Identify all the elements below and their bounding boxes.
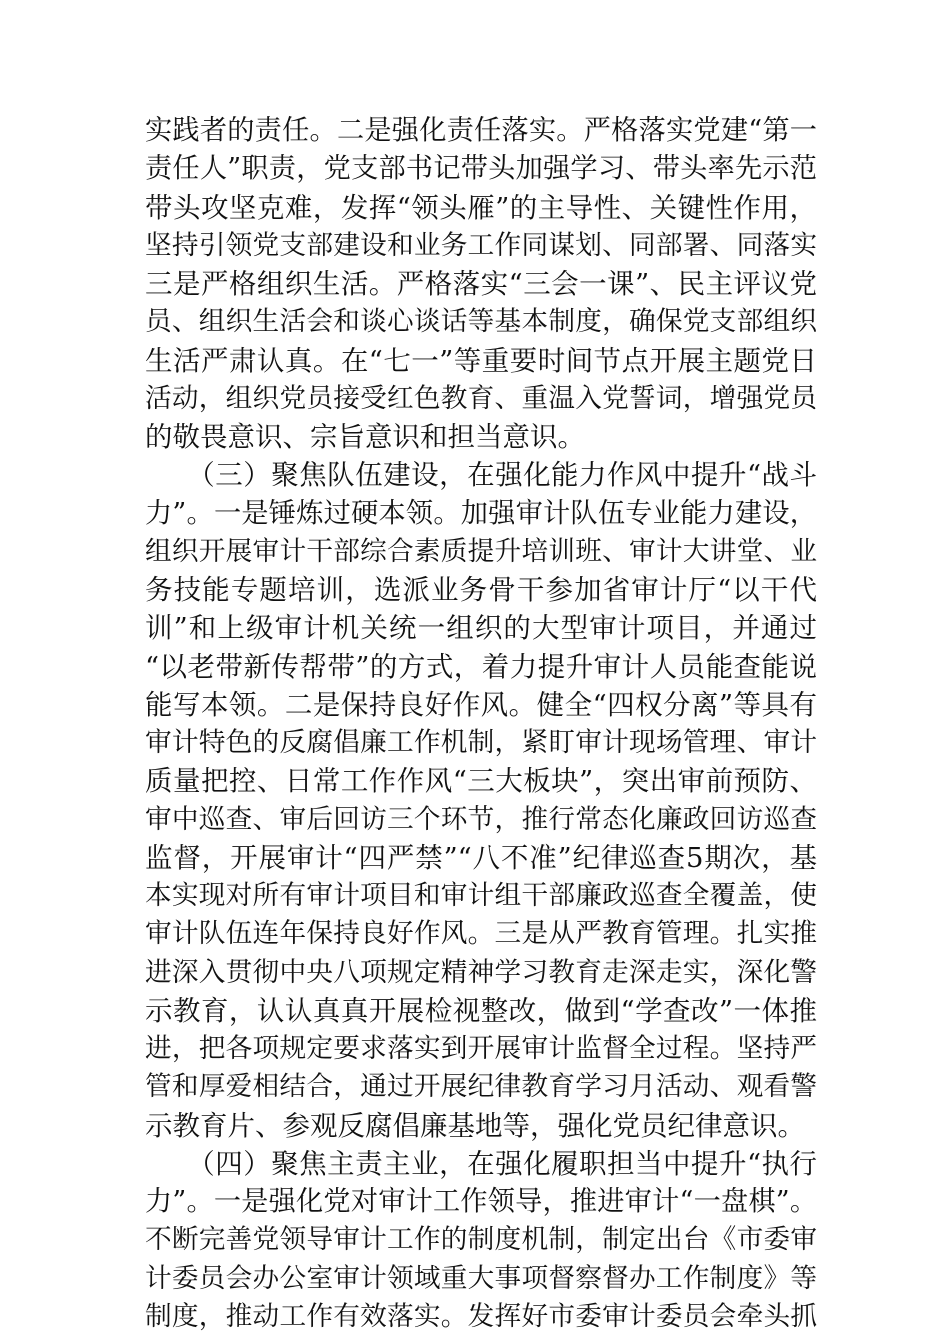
text-line: 实践者的责任。二是强化责任落实。严格落实党建“第一 [145, 115, 817, 146]
text-line: 务技能专题培训，选派业务骨干参加省审计厅“以干代 [145, 574, 817, 606]
text-line: 力”。一是锤炼过硬本领。加强审计队伍专业能力建设， [145, 497, 817, 529]
text-line: （三）聚焦队伍建设，在强化能力作风中提升“战斗 [145, 459, 817, 492]
text-line: 三是严格组织生活。严格落实“三会一课”、民主评议党 [145, 268, 817, 300]
text-line: 进，把各项规定要求落实到开展审计监督全过程。坚持严 [145, 1033, 817, 1064]
text-line: 能写本领。二是保持良好作风。健全“四权分离”等具有 [145, 688, 817, 721]
text-line: 质量把控、日常工作作风“三大板块”，突出审前预防、 [145, 765, 817, 798]
text-line: （四）聚焦主责主业，在强化履职担当中提升“执行 [145, 1147, 817, 1180]
text-line: 监督，开展审计“四严禁”“八不准”纪律巡查5期次，基 [145, 841, 817, 874]
text-line: 示教育片、参观反腐倡廉基地等，强化党员纪律意识。 [145, 1109, 805, 1142]
text-line: 员、组织生活会和谈心谈话等基本制度，确保党支部组织 [145, 306, 817, 338]
text-line: 活动，组织党员接受红色教育、重温入党誓词，增强党员 [145, 382, 817, 414]
text-line: 训”和上级审计机关统一组织的大型审计项目，并通过 [145, 612, 817, 645]
text-line: 制度，推动工作有效落实。发挥好市委审计委员会牵头抓 [145, 1300, 817, 1332]
text-line: 带头攻坚克难，发挥“领头雁”的主导性、关键性作用， [145, 191, 817, 224]
text-line: 不断完善党领导审计工作的制度机制，制定出台《市委审 [145, 1224, 817, 1256]
text-line: 管和厚爱相结合，通过开展纪律教育学习月活动、观看警 [145, 1071, 817, 1103]
text-line: 审计队伍连年保持良好作风。三是从严教育管理。扎实推 [145, 918, 817, 950]
text-line: 生活严肃认真。在“七一”等重要时间节点开展主题党日 [145, 344, 817, 377]
text-line: 组织开展审计干部综合素质提升培训班、审计大讲堂、业 [145, 535, 817, 567]
text-line: 审中巡查、审后回访三个环节，推行常态化廉政回访巡查 [145, 803, 817, 835]
text-line: 审计特色的反腐倡廉工作机制，紧盯审计现场管理、审计 [145, 727, 817, 758]
text-line: 坚持引领党支部建设和业务工作同谋划、同部署、同落实 [145, 229, 817, 261]
text-line: 的敬畏意识、宗旨意识和担当意识。 [145, 421, 585, 453]
text-line: 进深入贯彻中央八项规定精神学习教育走深走实，深化警 [145, 956, 817, 988]
text-line: 本实现对所有审计项目和审计组干部廉政巡查全覆盖，使 [145, 880, 817, 911]
text-line: 示教育，认认真真开展检视整改，做到“学查改”一体推 [145, 994, 817, 1027]
text-line: 责任人”职责，党支部书记带头加强学习、带头率先示范 [145, 153, 817, 185]
body-text [145, 112, 817, 1336]
text-line: 计委员会办公室审计领域重大事项督察督办工作制度》等 [145, 1262, 817, 1294]
text-line: “以老带新传帮带”的方式，着力提升审计人员能查能说 [145, 650, 817, 683]
text-line: 力”。一是强化党对审计工作领导，推进审计“一盘棋”。 [145, 1186, 817, 1217]
